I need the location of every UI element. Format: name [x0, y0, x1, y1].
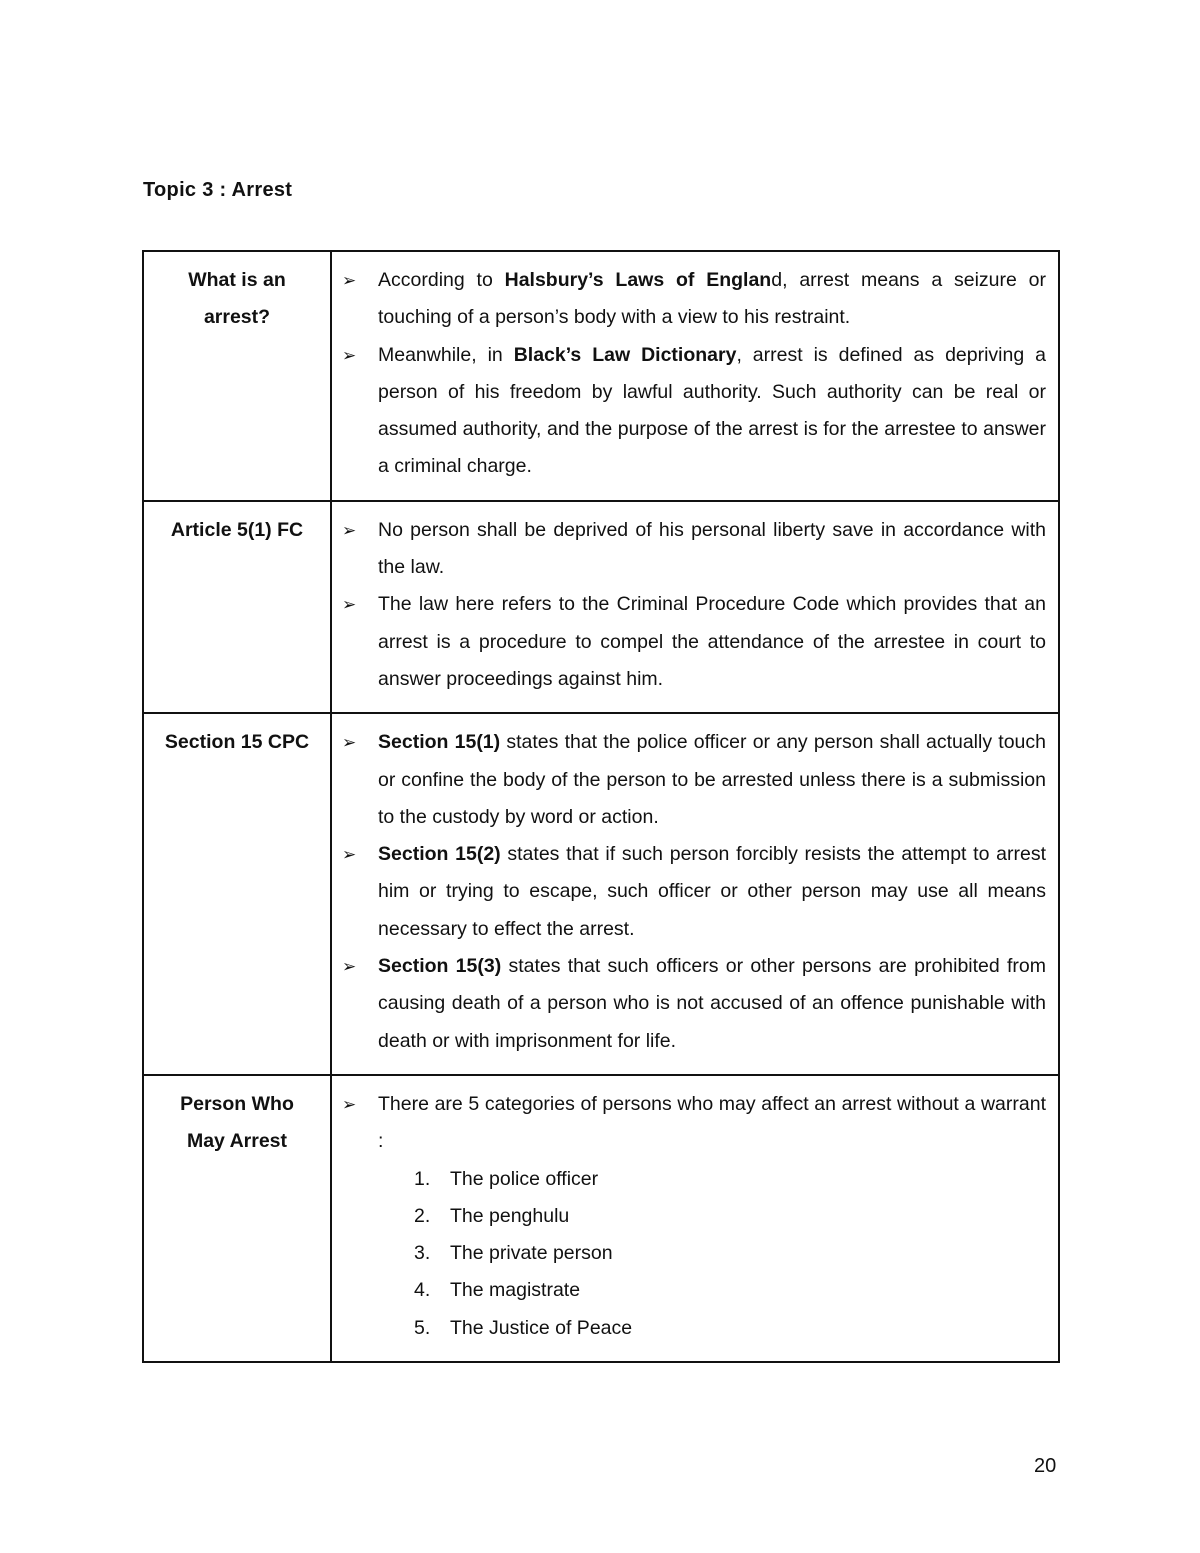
bullet-item: ➢ There are 5 categories of persons who may affect an arrest without a warrant : — [378, 1086, 1046, 1161]
arrow-bullet-icon: ➢ — [342, 957, 357, 977]
row-label: Article 5(1) FC — [143, 501, 331, 713]
bullet-item: ➢ Section 15(2) states that if such person forcibly resists the attempt to arrest him or trying to escape, such officer or other person may use all means necessary to effect the arrest. — [378, 836, 1046, 948]
row-label — [143, 251, 331, 501]
page-title: Topic 3 : Arrest — [143, 179, 293, 201]
table-row — [143, 251, 1059, 501]
row-label-line: arrest? — [203, 306, 271, 328]
list-item: 1. The police officer — [414, 1167, 599, 1190]
arrow-bullet-icon: ➢ — [342, 845, 357, 865]
row-content — [331, 251, 1059, 501]
row-label-line: Person Who — [180, 1092, 294, 1115]
list-item: 5. The Justice of Peace — [414, 1316, 633, 1339]
table-row — [143, 1075, 1059, 1362]
arrow-bullet-icon: ➢ — [342, 520, 357, 540]
bullet-item: ➢ Section 15(1) states that the police officer or any person shall actually touch or confine the body of the person to be arrested unless there is a submission to the custody by word or action. — [378, 724, 1046, 836]
bullet-item: ➢ No person shall be deprived of his personal liberty save in accordance with the law. — [378, 512, 1046, 587]
row-content — [331, 501, 1059, 713]
list-item: 4. The magistrate — [414, 1279, 581, 1302]
row-label-line: May Arrest — [186, 1129, 288, 1152]
arrow-bullet-icon: ➢ — [342, 733, 357, 753]
bullet-item: ➢ The law here refers to the Criminal Procedure Code which provides that an arrest is a procedure to compel the attendance of the arrestee in court to answer proceedings against him. — [378, 586, 1046, 698]
arrow-bullet-icon: ➢ — [342, 271, 357, 290]
row-label-line: What is an — [188, 269, 286, 291]
bullet-item: ➢ According to Halsbury’s Laws of England, arrest means a seizure or touching of a person’s body with a view to his restraint. — [378, 262, 1046, 337]
bullet-item: ➢ Section 15(3) states that such officers or other persons are prohibited from causing death of a person who is not accused of an offence punishable with death or with imprisonment for life. — [378, 948, 1046, 1060]
list-item: 2. The penghulu — [414, 1204, 570, 1227]
table-row — [143, 713, 1059, 1075]
page-number: 20 — [1034, 1455, 1057, 1477]
persons-list — [378, 1161, 1046, 1347]
row-label — [143, 1075, 331, 1362]
notes-table — [142, 250, 1060, 1363]
row-content — [331, 1075, 1059, 1362]
arrow-bullet-icon: ➢ — [342, 595, 357, 615]
row-content — [331, 713, 1059, 1075]
arrow-bullet-icon: ➢ — [342, 1094, 357, 1114]
row-label: Section 15 CPC — [143, 713, 331, 1075]
arrow-bullet-icon: ➢ — [342, 345, 357, 365]
bullet-item: ➢ Meanwhile, in Black’s Law Dictionary, arrest is defined as depriving a person of his freedom by lawful authority. Such authority can be real or assumed authority, and the purpose of the arrest is for the arrestee to answer a criminal charge. — [378, 337, 1046, 486]
list-item: 3. The private person — [414, 1242, 613, 1265]
table-row — [143, 501, 1059, 713]
